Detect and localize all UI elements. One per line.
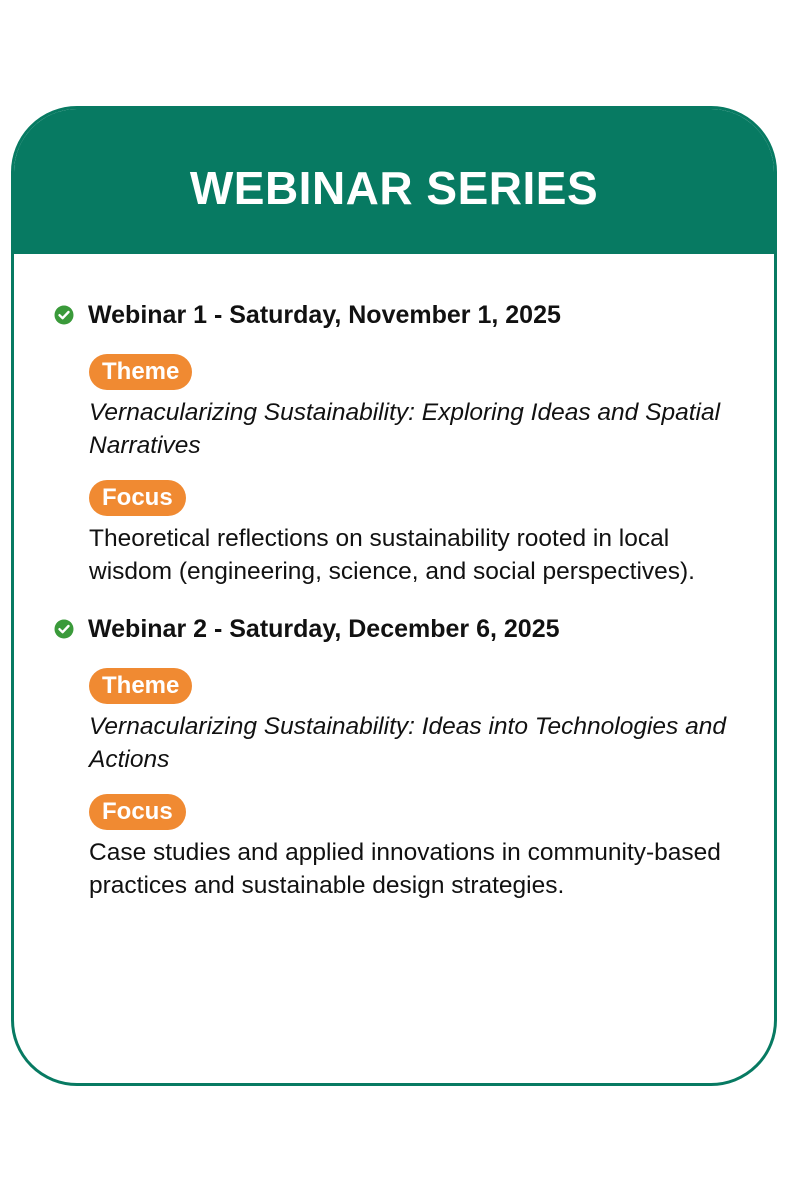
check-circle-icon: [54, 619, 74, 639]
webinar-title: Webinar 2 - Saturday, December 6, 2025: [88, 614, 560, 643]
check-circle-icon: [54, 305, 74, 325]
focus-text: Case studies and applied innovations in community-based practices and sustainable design strategies.: [89, 839, 721, 899]
focus-badge: Focus: [89, 794, 186, 830]
card-header: [14, 109, 774, 254]
page-title: WEBINAR SERIES: [189, 161, 599, 214]
webinar-title: Webinar 1 - Saturday, November 1, 2025: [88, 300, 561, 329]
focus-section: [89, 776, 734, 902]
webinar-series-card: [11, 106, 777, 1086]
theme-section: [89, 646, 734, 776]
webinar-heading: [54, 298, 734, 332]
focus-badge: Focus: [89, 480, 186, 516]
card-body: [14, 254, 774, 902]
webinar-2: [54, 612, 734, 902]
theme-text: Vernacularizing Sustainability: Ideas into Technologies and Actions: [89, 713, 726, 773]
webinar-heading: [54, 612, 734, 646]
focus-text: Theoretical reflections on sustainability rooted in local wisdom (engineering, science, and social perspectives).: [89, 525, 695, 585]
webinar-1: [54, 298, 734, 588]
theme-text: Vernacularizing Sustainability: Exploring Ideas and Spatial Narratives: [89, 399, 721, 459]
focus-section: [89, 462, 734, 588]
theme-badge: Theme: [89, 668, 192, 704]
theme-badge: Theme: [89, 354, 192, 390]
theme-section: [89, 332, 734, 462]
